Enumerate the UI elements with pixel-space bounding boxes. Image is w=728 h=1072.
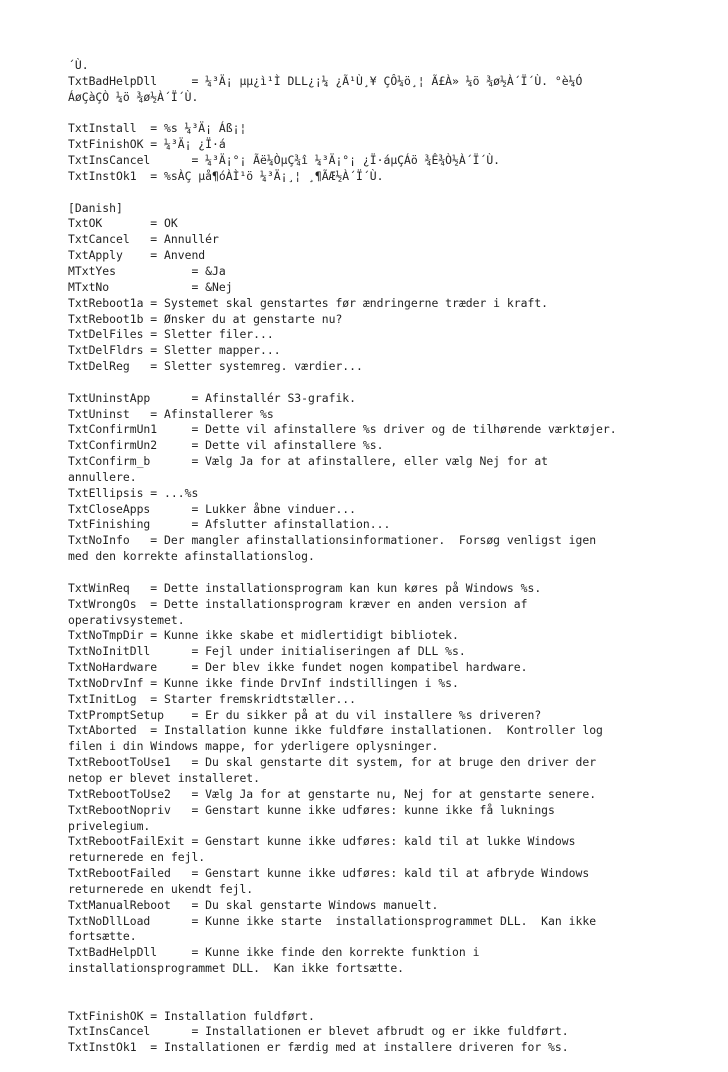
text-line: TxtUninstApp = Afinstallér S3-grafik.	[68, 390, 357, 405]
text-line: fortsætte.	[68, 929, 137, 944]
blank-line	[68, 565, 688, 581]
text-line	[68, 1056, 688, 1072]
section-header: [Danish]	[68, 200, 123, 215]
text-line: TxtRebootFailExit = Genstart kunne ikke udføres: kald til at lukke Windows	[68, 834, 576, 849]
text-line: TxtRebootToUse2 = Vælg Ja for at genstarte nu, Nej for at genstarte senere.	[68, 786, 597, 801]
text-line: TxtNoTmpDir = Kunne ikke skabe et midlertidigt bibliotek.	[68, 628, 459, 643]
text-line: TxtInsCancel = Installationen er blevet afbrudt og er ikke fuldført.	[68, 1024, 569, 1039]
text-line: TxtApply = Anvend	[68, 248, 206, 263]
text-line: returnerede en ukendt fejl.	[68, 881, 254, 896]
text-line: TxtFinishOK = ¼³Ä¡ ¿Ï·á	[68, 137, 226, 152]
text-line: TxtReboot1b = Ønsker du at genstarte nu?	[68, 311, 343, 326]
text-line: TxtRebootToUse1 = Du skal genstarte dit system, for at bruge den driver der	[68, 755, 597, 770]
text-line: TxtFinishing = Afslutter afinstallation...	[68, 517, 391, 532]
text-line: TxtReboot1a = Systemet skal genstartes før ændringerne træder i kraft.	[68, 295, 549, 310]
text-line: TxtBadHelpDll = Kunne ikke finde den korrekte funktion i	[68, 945, 480, 960]
text-line: ÁøÇàÇÒ ¼ö ¾ø½À´Ï´Ù.	[68, 89, 199, 104]
text-line: TxtInstOk1 = Installationen er færdig med at installere driveren for %s.	[68, 1040, 569, 1055]
text-line: TxtNoHardware = Der blev ikke fundet nogen kompatibel hardware.	[68, 660, 528, 675]
text-line: TxtConfirm_b = Vælg Ja for at afinstallere, eller vælg Nej for at	[68, 454, 549, 469]
text-line: netop er blevet installeret.	[68, 770, 261, 785]
text-line: TxtDelFldrs = Sletter mapper...	[68, 343, 281, 358]
text-line: TxtInitLog = Starter fremskridtstæller...	[68, 691, 357, 706]
text-line: ´Ù.	[68, 58, 89, 72]
text-line: TxtNoDrvInf = Kunne ikke finde DrvInf indstillingen i %s.	[68, 675, 459, 690]
text-line: TxtDelFiles = Sletter filer...	[68, 327, 274, 342]
text-line: TxtConfirmUn1 = Dette vil afinstallere %s driver og de tilhørende værktøjer.	[68, 422, 617, 437]
text-line: TxtInstall = %s ¼³Ä¡ Áß¡¦	[68, 121, 247, 136]
text-line: TxtRebootNopriv = Genstart kunne ikke udføres: kunne ikke få luknings	[68, 802, 555, 817]
text-line: TxtRebootFailed = Genstart kunne ikke udføres: kald til at afbryde Windows	[68, 866, 590, 881]
text-line: TxtOK = OK	[68, 216, 178, 231]
text-line: TxtUninst = Afinstallerer %s	[68, 406, 274, 421]
blank-line	[68, 993, 688, 1009]
text-line: TxtAborted = Installation kunne ikke fuldføre installationen. Kontroller log	[68, 723, 603, 738]
text-line: returnerede en fejl.	[68, 850, 206, 865]
text-line: TxtBadHelpDll = ¼³Ä¡ µµ¿ì¹Ì DLL¿¡¼ ¿Ã¹Ù¸¥ ÇÔ¼ö¸¦ Ã£À» ¼ö ¾ø½À´Ï´Ù. °è¼Ó	[68, 73, 583, 88]
text-line: TxtFinishOK = Installation fuldført.	[68, 1008, 315, 1023]
text-line: TxtInsCancel = ¼³Ä¡°¡ Ãë¼ÒµÇ¾î ¼³Ä¡°¡ ¿Ï·áµÇÁö ¾Ê¾Ò½À´Ï´Ù.	[68, 153, 501, 168]
text-line: MTxtYes = &Ja	[68, 263, 226, 278]
text-line: TxtWrongOs = Dette installationsprogram kræver en anden version af	[68, 596, 528, 611]
text-line: filen i din Windows mappe, for yderligere oplysninger.	[68, 739, 439, 754]
text-line: privelegium.	[68, 818, 151, 833]
text-line: TxtNoDllLoad = Kunne ikke starte installationsprogrammet DLL. Kan ikke	[68, 913, 597, 928]
text-line: TxtInstOk1 = %sÀÇ µå¶óÀÌ¹ö ¼³Ä¡¸¦ ¸¶ÃÆ½À´Ï´Ù.	[68, 168, 384, 183]
text-line: TxtManualReboot = Du skal genstarte Windows manuelt.	[68, 897, 439, 912]
text-line: TxtNoInfo = Der mangler afinstallationsinformationer. Forsøg venligst igen	[68, 533, 597, 548]
text-line: TxtPromptSetup = Er du sikker på at du vil installere %s driveren?	[68, 707, 542, 722]
text-line: med den korrekte afinstallationslog.	[68, 549, 315, 564]
text-line: annullere.	[68, 469, 137, 484]
blank-line	[68, 106, 688, 122]
text-line: TxtNoInitDll = Fejl under initialiseringen af DLL %s.	[68, 644, 466, 659]
text-line: TxtEllipsis = ...%s	[68, 485, 199, 500]
blank-line	[68, 185, 688, 201]
text-line: TxtWinReq = Dette installationsprogram kan kun køres på Windows %s.	[68, 580, 542, 595]
text-line: MTxtNo = &Nej	[68, 279, 233, 294]
text-line: TxtConfirmUn2 = Dette vil afinstallere %s.	[68, 438, 384, 453]
text-line	[68, 977, 688, 993]
text-line: TxtDelReg = Sletter systemreg. værdier...	[68, 359, 363, 374]
text-line: TxtCancel = Annullér	[68, 232, 219, 247]
blank-line	[68, 375, 688, 391]
text-line: TxtCloseApps = Lukker åbne vinduer...	[68, 501, 357, 516]
text-line: installationsprogrammet DLL. Kan ikke fortsætte.	[68, 961, 405, 976]
document-page	[68, 58, 688, 1072]
text-line: operativsystemet.	[68, 612, 185, 627]
